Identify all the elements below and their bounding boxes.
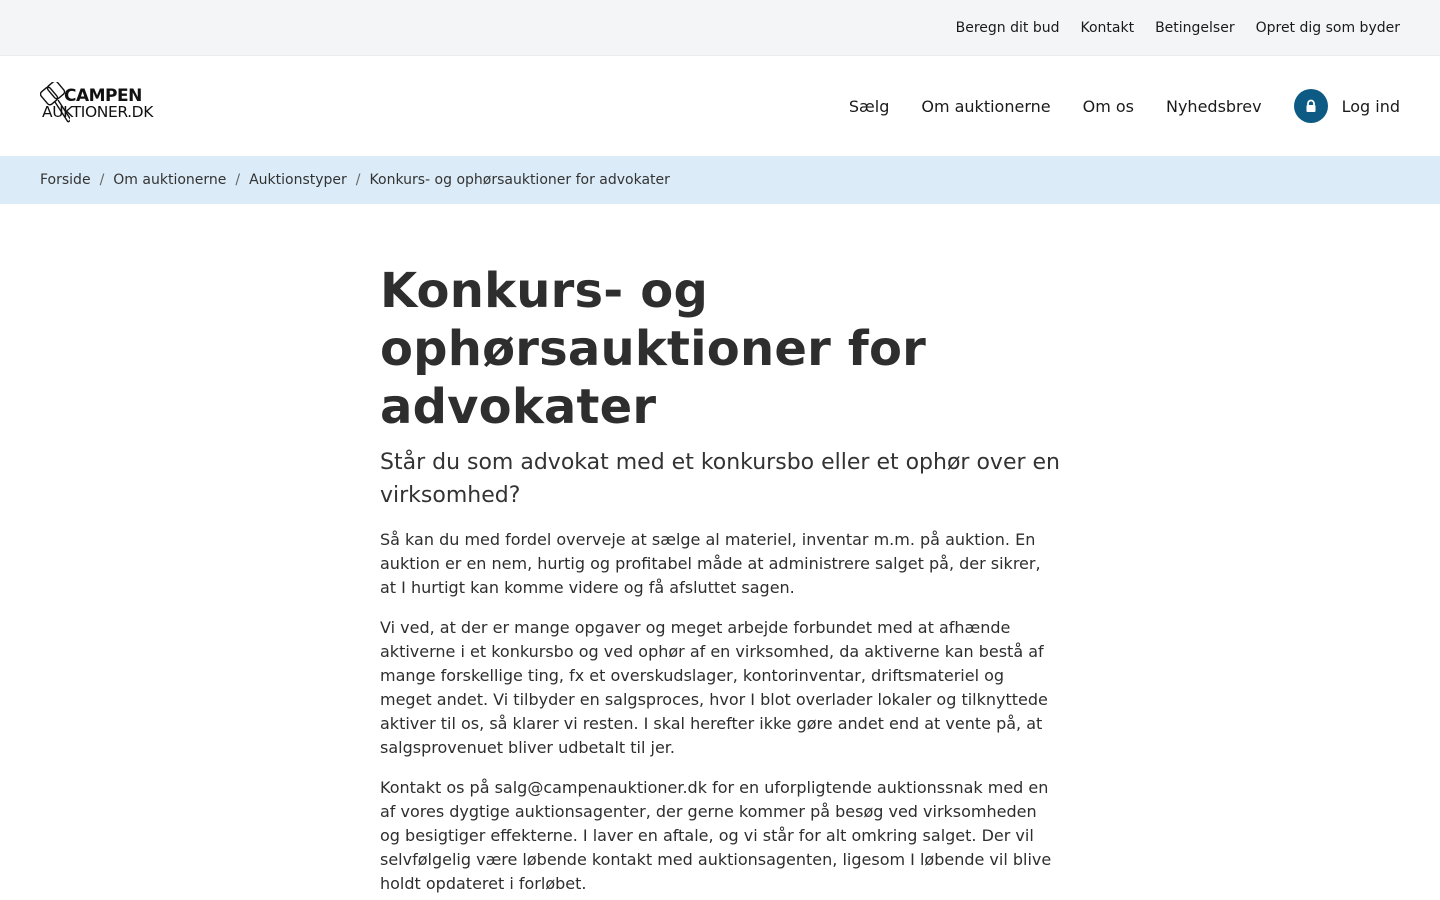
lock-icon — [1294, 89, 1328, 123]
breadcrumb-separator: / — [99, 172, 105, 188]
site-header — [0, 56, 1440, 156]
nav-item-saelg[interactable]: Sælg — [848, 96, 890, 116]
topbar-link-beregn-dit-bud[interactable]: Beregn dit bud — [955, 19, 1060, 36]
article — [380, 204, 1060, 896]
breadcrumb-forside[interactable]: Forside — [40, 172, 91, 188]
logo-wordmark — [42, 88, 153, 121]
login-label: Log ind — [1341, 96, 1400, 116]
breadcrumb-om-auktionerne[interactable]: Om auktionerne — [113, 172, 227, 188]
main-nav — [817, 89, 1400, 123]
site-logo[interactable] — [40, 82, 186, 130]
article-paragraph: Kontakt os på salg@campenauktioner.dk for en uforpligtende auktionssnak med en af vores dygtige auktionsagenter, der gerne kommer på besøg ved virksomheden og besigtiger effekterne. I laver en aftale, og vi står for alt omkring salget. Der vil selvfølgelig være løbende kontakt med auktionsagenten, ligesom I løbende vil blive holdt opdateret i forløbet. — [380, 778, 1052, 893]
nav-item-om-os[interactable]: Om os — [1082, 96, 1134, 116]
article-lead: Står du som advokat med et konkursbo eller et ophør over en virksomhed? — [380, 450, 1060, 508]
nav-item-nyhedsbrev[interactable]: Nyhedsbrev — [1165, 96, 1262, 116]
logo-line-1: CAMPEN — [64, 86, 142, 106]
breadcrumb-auktionstyper[interactable]: Auktionstyper — [249, 172, 347, 188]
page-title: Konkurs- og ophørsauktioner for advokater — [380, 263, 927, 435]
breadcrumb-separator: / — [355, 172, 361, 188]
topbar-link-opret-byder[interactable]: Opret dig som byder — [1255, 19, 1400, 36]
breadcrumb — [0, 156, 1440, 204]
topbar-link-betingelser[interactable]: Betingelser — [1155, 19, 1235, 36]
logo-line-2: AUKTIONER.DK — [42, 103, 153, 121]
utility-bar — [0, 0, 1440, 56]
nav-item-om-auktionerne[interactable]: Om auktionerne — [921, 96, 1051, 116]
article-paragraph: Vi ved, at der er mange opgaver og meget arbejde forbundet med at afhænde aktiverne i et konkursbo og ved ophør af en virksomhed, da aktiverne kan bestå af mange forskellige ting, fx et overskudslager, kontorinventar, driftsmateriel og meget andet. Vi tilbyder en salgsproces, hvor I blot overlader lokaler og tilknyttede aktiver til os, så klarer vi resten. I skal herefter ikke gøre andet end at vente på, at salgsprovenuet bliver udbetalt til jer. — [380, 618, 1048, 757]
article-paragraph: Så kan du med fordel overveje at sælge al materiel, inventar m.m. på auktion. En auktion er en nem, hurtig og profitabel måde at administrere salget på, der sikrer, at I hurtigt kan komme videre og få afsluttet sagen. — [380, 530, 1041, 597]
breadcrumb-current: Konkurs- og ophørsauktioner for advokater — [369, 172, 670, 188]
topbar-link-kontakt[interactable]: Kontakt — [1080, 19, 1135, 36]
login-button[interactable] — [1294, 89, 1400, 123]
breadcrumb-separator: / — [235, 172, 241, 188]
